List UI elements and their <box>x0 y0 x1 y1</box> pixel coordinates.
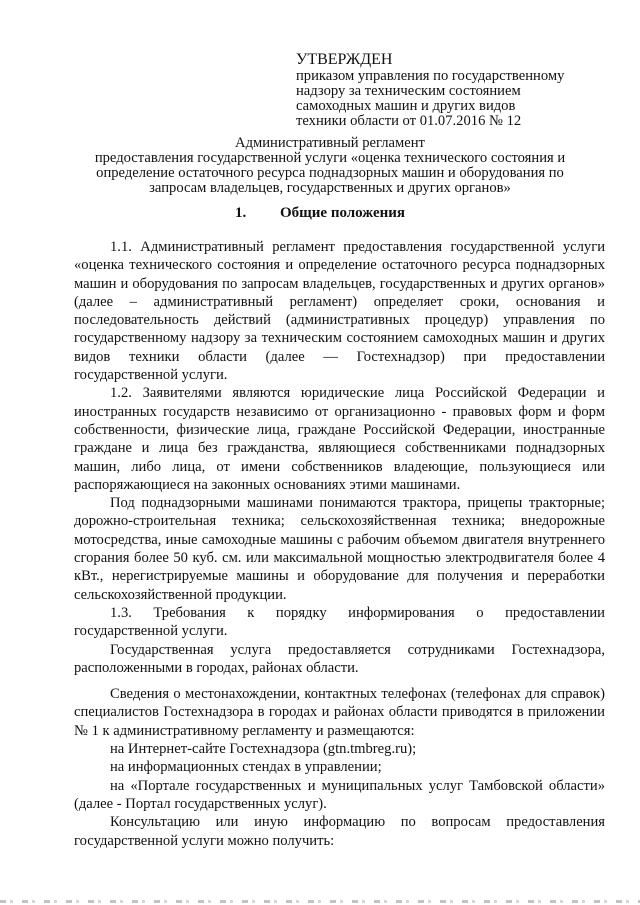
approval-line: надзору за техническим состоянием <box>296 83 521 99</box>
approval-line: приказом управления по государственному <box>296 68 565 84</box>
paragraph-consultation: Консультацию или иную информацию по вопросам предоставления государственной услуги можно получить: <box>74 814 605 849</box>
list-item-website: на Интернет-сайте Гостехнадзора (gtn.tmbreg.ru); <box>110 741 417 758</box>
paragraph-1-3: 1.3. Требования к порядку информирования о предоставлении государственной услуги. <box>74 604 605 640</box>
approval-stamp <box>296 52 606 129</box>
approval-heading: УТВЕРЖДЕН <box>296 51 393 68</box>
section-title: Общие положения <box>279 205 406 221</box>
scan-artifact-line <box>0 900 640 903</box>
document-body <box>74 238 605 850</box>
section-heading <box>0 205 640 222</box>
regulation-title <box>60 136 600 196</box>
regulation-title-line: определение остаточного ресурса поднадзорных машин и оборудования по <box>96 165 564 181</box>
regulation-title-line: предоставления государственной услуги «оценка технического состояния и <box>94 150 566 166</box>
list-item-stands: на информационных стендах в управлении; <box>110 759 382 776</box>
approval-line: техники области от 01.07.2016 № 12 <box>296 113 522 129</box>
paragraph-service-provider: Государственная услуга предоставляется сотрудниками Гостехнадзора, расположенными в городах, районах области. <box>74 641 605 676</box>
paragraph-1-2: 1.2. Заявителями являются юридические лица Российской Федерации и иностранных государств независимо от организационно - правовых форм и форм собственности, физические лица, граждане Российской Федерации, иностранные граждане и лица без гражданства, являющиеся собственниками поднадзорных машин, либо лица, от имени собственников владеющие, пользующиеся или распоряжающиеся на законных основаниях этими машинами. <box>74 385 605 493</box>
paragraph-contact-info: Сведения о местонахождении, контактных телефонах (телефонах для справок) специалистов Гостехнадзора в городах и районах области приводятся в приложении № 1 к административному регламенту и размещаются: <box>74 686 605 739</box>
list-item-portal: на «Портале государственных и муниципальных услуг Тамбовской области» (далее - Портал государственных услуг). <box>74 777 605 812</box>
approval-line: самоходных машин и других видов <box>296 98 516 114</box>
regulation-title-line: Административный регламент <box>235 135 425 151</box>
section-number: 1. <box>234 205 247 221</box>
paragraph-1-1: 1.1. Административный регламент предоставления государственной услуги «оценка технического состояния и определение остаточного ресурса поднадзорных машин и оборудования по запросам владельцев, государственных и других органов» (далее – административный регламент) определяет сроки, основания и последовательность действий (административных процедур) управления по государственному надзору за техническим состоянием самоходных машин и других видов техники области (далее — Гостехнадзор) при предоставлении государственной услуги. <box>74 239 605 384</box>
regulation-title-line: запросам владельцев, государственных и других органов» <box>149 180 511 196</box>
paragraph-machines-definition: Под поднадзорными машинами понимаются трактора, прицепы тракторные; дорожно-строительная техника; сельскохозяйственная техника; внедорожные мотосредства, иные самоходные машины с рабочим объемом двигателя внутреннего сгорания более 50 куб. см. или максимальной мощностью электродвигателя более 4 кВт., нерегистрируемые машины и оборудование для получения и переработки сельскохозяйственной продукции. <box>74 495 605 603</box>
